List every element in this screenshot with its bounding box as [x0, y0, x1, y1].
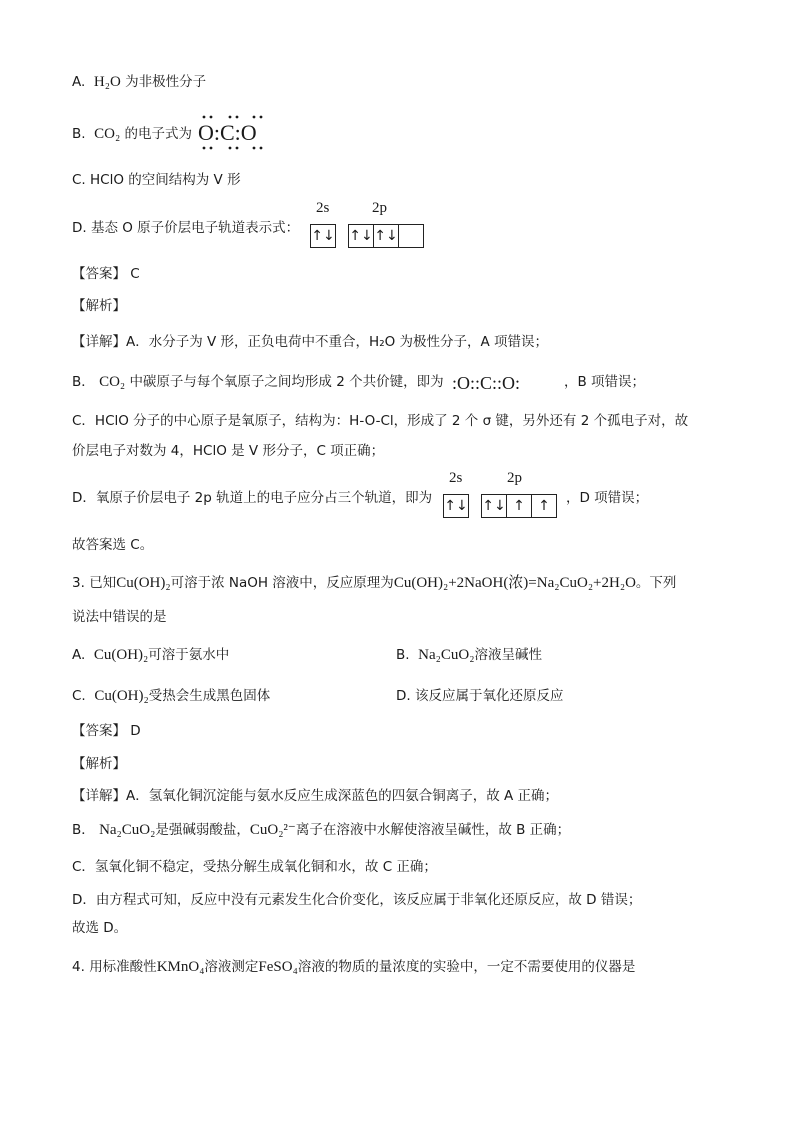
question-3-stem-line2: 说法中错误的是 [72, 609, 167, 625]
chem-equation: Cu(OH)₂+2NaOH(浓)=Na₂CuO₂+2H₂O [393, 575, 636, 591]
analysis-q3-b [72, 820, 570, 840]
answer-value: D [130, 723, 141, 739]
analysis-q2-d-suffix: ，D 项错误； [566, 490, 649, 506]
chem-formula: CO₂ [94, 126, 121, 142]
option-text: 溶液呈碱性 [474, 647, 542, 663]
analysis-q2-b-suffix: ，B 项错误； [564, 374, 646, 390]
analysis-q3-d: D．由方程式可知，反应中没有元素发生化合价变化，该反应属于非氧化还原反应，故 D 错误； [72, 892, 642, 908]
option-label: B. [396, 647, 410, 663]
stem-text: 已知 [89, 575, 117, 591]
chem-formula: FeSO₄ [258, 959, 298, 975]
option-label: A. [72, 647, 86, 663]
analysis-prefix: B． [72, 822, 95, 838]
detail-label: 【详解】 [72, 334, 126, 350]
stem-text: 。下列 [635, 575, 677, 591]
analysis-q2-c2: 价层电子对数为 4，HClO 是 V 形分子，C 项正确； [72, 443, 385, 459]
orbital-box-2p-2: ↑ [506, 494, 532, 518]
orbital-box-2p-3: ↑ [531, 494, 557, 518]
co2-lewis-structure [196, 112, 276, 152]
chem-formula: Cu(OH)₂ [116, 575, 171, 591]
option-text: 受热会生成黑色固体 [148, 688, 271, 704]
option-d-q3: D. 该反应属于氧化还原反应 [396, 688, 564, 704]
option-text: 可溶于氨水中 [148, 647, 230, 663]
option-b-q3 [396, 645, 542, 665]
analysis-prefix: B． [72, 374, 95, 390]
question-3-stem [72, 573, 676, 593]
analysis-label-q2: 【解析】 [72, 298, 126, 314]
analysis-q3-c: C．氢氧化铜不稳定，受热分解生成氧化铜和水，故 C 正确； [72, 859, 437, 875]
option-label: A. [72, 74, 86, 90]
orbital-box-2p-1: ↑↓ [348, 224, 374, 248]
analysis-q3-a [72, 786, 558, 806]
answer-q2 [72, 264, 140, 284]
stem-text: 用标准酸性 [89, 959, 157, 975]
analysis-q2-conclusion: 故答案选 C。 [72, 537, 154, 553]
co2-lewis-structure-detail [452, 366, 564, 398]
orbital-label-2p: 2p [507, 470, 522, 486]
option-b-q2 [72, 124, 192, 144]
analysis-q2-a [72, 332, 548, 352]
lewis-text: :O::C::O: [452, 373, 521, 393]
option-label: B. [72, 126, 86, 142]
orbital-label-2s: 2s [316, 200, 330, 216]
option-c-q3 [72, 686, 270, 706]
stem-text: 溶液测定 [204, 959, 259, 975]
chem-formula: Cu(OH)₂ [93, 647, 149, 663]
analysis-text: 是强碱弱酸盐， [155, 822, 250, 838]
analysis-q3-conclusion: 故选 D。 [72, 920, 128, 936]
chem-formula: KMnO₄ [156, 959, 205, 975]
question-number: 4. [72, 959, 85, 975]
orbital-box-2p-2: ↑↓ [373, 224, 399, 248]
detail-label: 【详解】 [72, 788, 126, 804]
chem-formula: Na₂CuO₂ [99, 822, 156, 838]
chem-ion: CuO₂²⁻ [249, 822, 296, 838]
analysis-label-q3: 【解析】 [72, 756, 126, 772]
analysis-q2-d: D．氧原子价层电子 2p 轨道上的电子应分占三个轨道，即为 [72, 490, 433, 506]
chem-formula: Na₂CuO₂ [418, 647, 475, 663]
orbital-label-2s: 2s [449, 470, 463, 486]
analysis-q2-b [72, 372, 444, 392]
orbital-label-2p: 2p [372, 200, 387, 216]
analysis-text: A．氢氧化铜沉淀能与氨水反应生成深蓝色的四氨合铜离子，故 A 正确； [126, 788, 559, 804]
lewis-text: O:C:O [198, 120, 257, 145]
orbital-box-2p-3 [398, 224, 424, 248]
analysis-text: A．水分子为 V 形，正负电荷中不重合，H₂O 为极性分子，A 项错误； [126, 334, 549, 350]
chem-formula: Cu(OH)₂ [94, 688, 149, 704]
question-4-stem [72, 957, 635, 977]
chem-formula: CO₂ [99, 374, 126, 390]
analysis-text: 离子在溶液中水解使溶液呈碱性，故 B 正确； [295, 822, 571, 838]
answer-label: 【答案】 [72, 266, 126, 282]
option-d-q2: D. 基态 O 原子价层电子轨道表示式： [72, 220, 300, 236]
answer-q3 [72, 721, 141, 741]
option-text: 的电子式为 [124, 126, 193, 142]
question-number: 3. [72, 575, 85, 591]
chem-formula: H₂O [93, 74, 121, 90]
orbital-box-2p-1: ↑↓ [481, 494, 507, 518]
option-a-q3 [72, 645, 229, 665]
analysis-q2-c1: C．HClO 分子的中心原子是氧原子，结构为：H-O-Cl，形成了 2 个 σ 键，另外还有 2 个孤电子对，故 [72, 413, 689, 429]
answer-value: C [130, 266, 140, 282]
analysis-text: 中碳原子与每个氧原子之间均形成 2 个共价键，即为 [129, 374, 444, 390]
stem-text: 可溶于浓 NaOH 溶液中，反应原理为 [170, 575, 394, 591]
option-label: C. [72, 688, 86, 704]
orbital-box-2s: ↑↓ [310, 224, 336, 248]
stem-text: 溶液的物质的量浓度的实验中，一定不需要使用的仪器是 [297, 959, 636, 975]
option-c-q2: C. HClO 的空间结构为 V 形 [72, 172, 241, 188]
option-text: 为非极性分子 [125, 74, 207, 90]
orbital-box-2s: ↑↓ [443, 494, 469, 518]
option-a-q2 [72, 72, 206, 92]
answer-label: 【答案】 [72, 723, 126, 739]
